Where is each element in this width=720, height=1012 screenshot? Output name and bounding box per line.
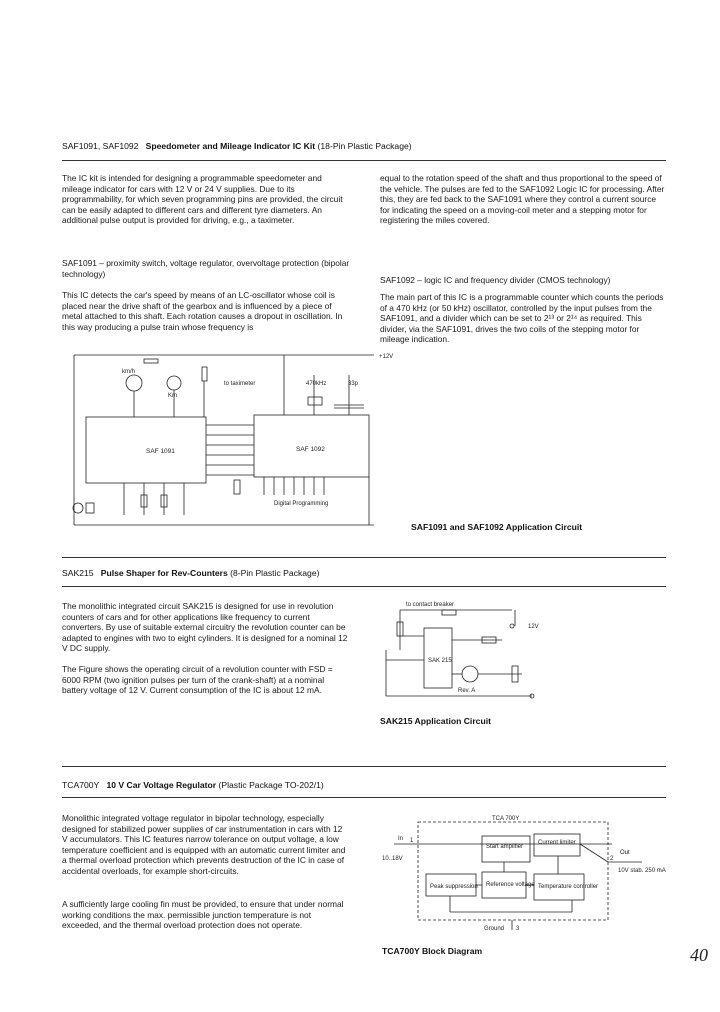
sak-chip-label: SAK 215 xyxy=(428,658,452,664)
saf-heading-rule xyxy=(62,160,666,161)
sak-heading-code: SAK215 xyxy=(62,568,94,578)
tca-pin3-label: 3 xyxy=(516,926,520,932)
programming-label: Digital Programming xyxy=(274,501,329,507)
saf-heading-package: (18-Pin Plastic Package) xyxy=(317,141,412,151)
motor-label: Km xyxy=(168,393,177,399)
tca-pin2-label: 2 xyxy=(610,856,614,862)
tca-heading-title: 10 V Car Voltage Regulator xyxy=(106,780,217,790)
saf-caption: SAF1091 and SAF1092 Application Circuit xyxy=(411,522,583,532)
contact-breaker-label: to contact breaker xyxy=(406,602,455,608)
saf1092-chip-label: SAF 1092 xyxy=(296,446,325,453)
tca-heading-code: TCA700Y xyxy=(62,780,100,790)
sak-heading-rule xyxy=(62,586,666,587)
tca-pin1-label: 1 xyxy=(410,838,414,844)
saf-right-paragraph: equal to the rotation speed of the shaft and thus proportional to the speed of the vehicle. The pulses are fed to the SAF1092 Logic IC for processing. After this, they are fed back to the SAF1091 where they control a current source for indicating the speed on a moving-coil meter and a stepping motor for registering the miles covered. xyxy=(380,173,665,226)
tca-input-voltage-label: 10..18V xyxy=(382,856,403,862)
saf-intro: The IC kit is intended for designing a programmable speedometer and mileage indicator for cars with 12 V or 24 V supplies. Due to its programmability, for which seven programming pins are provided, the circuit can be easily adapted to different cars and different tyre diameters. An additional pulse output is provided for driving, e.g., a taximeter. xyxy=(62,173,343,226)
tca-heading-rule xyxy=(62,797,666,798)
sak-supply-label: 12V xyxy=(528,624,539,630)
sak-caption: SAK215 Application Circuit xyxy=(380,716,491,726)
saf-application-circuit xyxy=(64,345,394,535)
sak-paragraph-2: The Figure shows the operating circuit of a revolution counter with FSD = 6000 RPM (two ignition pulses per turn of the crank-shaft) at a nominal battery voltage of 12 V. Current consumption of the IC is about 12 mA. xyxy=(62,664,333,696)
sak-heading xyxy=(62,568,662,579)
tca-output-voltage-label: 10V stab. 250 mA xyxy=(618,868,666,874)
saf1091-paragraph: This IC detects the car's speed by means of an LC-oscillator whose coil is placed near the drive shaft of the gearbox and is influenced by a piece of metal attached to this shaft. Each rotation causes a dropout in oscillation. In this way producing a pulse train whose frequency is xyxy=(62,290,343,332)
current-limiter-block: Current limiter xyxy=(538,840,576,846)
tca-block-title: TCA 700Y xyxy=(492,816,520,822)
sak-section-rule xyxy=(62,766,666,767)
reference-voltage-block: Reference voltage xyxy=(486,882,535,888)
tca-heading xyxy=(62,780,662,791)
saf-heading xyxy=(62,141,662,152)
capacitor-label: 33p xyxy=(348,381,359,387)
tca-block-diagram xyxy=(382,816,666,934)
start-amplifier-block: Start amplifier xyxy=(486,844,524,850)
saf1091-chip-label: SAF 1091 xyxy=(146,448,175,455)
supply-label: +12V xyxy=(379,354,394,360)
taximeter-label: to taximeter xyxy=(224,381,256,387)
speedometer-label: km/h xyxy=(122,369,136,375)
tca-output-label: Out xyxy=(620,850,630,856)
saf-heading-code: SAF1091, SAF1092 xyxy=(62,141,139,151)
tca-ground-label: Ground xyxy=(484,926,505,932)
page-number: 40 xyxy=(690,945,708,965)
saf-heading-title: Speedometer and Mileage Indicator IC Kit xyxy=(145,141,316,151)
tca-caption: TCA700Y Block Diagram xyxy=(382,946,483,956)
sak-heading-title: Pulse Shaper for Rev-Counters xyxy=(100,568,228,578)
peak-suppression-block: Peak suppression xyxy=(430,884,478,890)
saf1091-subheading: SAF1091 – proximity switch, voltage regulator, overvoltage protection (bipolar technology) xyxy=(62,258,350,279)
tca-heading-package: (Plastic Package TO-202/1) xyxy=(218,780,324,790)
sak-paragraph-1: The monolithic integrated circuit SAK215 is designed for use in revolution counters of cars and for other applications like frequency to current converters. By use of suitable external circuitry the revolution counter can be adapted to engines with two to eight cylinders. It is designed for a nominal 12 V DC supply. xyxy=(62,601,348,654)
sak-heading-package: (8-Pin Plastic Package) xyxy=(230,568,320,578)
temperature-controller-block: Temperature controller xyxy=(538,884,599,890)
sak-application-circuit xyxy=(382,600,552,710)
saf1092-subheading: SAF1092 – logic IC and frequency divider (CMOS technology) xyxy=(380,275,611,285)
rev-meter-label: Rev. A xyxy=(458,688,476,694)
tca-paragraph-2: A sufficiently large cooling fin must be provided, to ensure that under normal working conditions the max. permissible junction temperature is not exceeded, and the thermal overload protection does not operate. xyxy=(62,899,344,931)
saf1092-paragraph: The main part of this IC is a programmable counter which counts the periods of a 470 kHz (or 50 kHz) oscillator, controlled by the input pulses from the SAF1091, and a divider which can be set to 2¹³ or 2¹⁴ as required. This divider, via the SAF1091, drives the two coils of the stepping motor for mileage indication. xyxy=(380,292,664,345)
tca-paragraph-1: Monolithic integrated voltage regulator in bipolar technology, especially designed for stabilized power supplies of car instrumentation in cars with 12 V accumulators. This IC features narrow tolerance on output voltage, a low temperature coefficient and is equipped with an automatic current limiter and a thermal overload protection which prevents destruction of the IC in case of accidental overloads, for example short-circuits. xyxy=(62,813,346,876)
oscillator-frequency-label: 470kHz xyxy=(306,381,327,387)
saf-section-rule xyxy=(62,557,666,558)
tca-input-label: In xyxy=(398,836,404,842)
